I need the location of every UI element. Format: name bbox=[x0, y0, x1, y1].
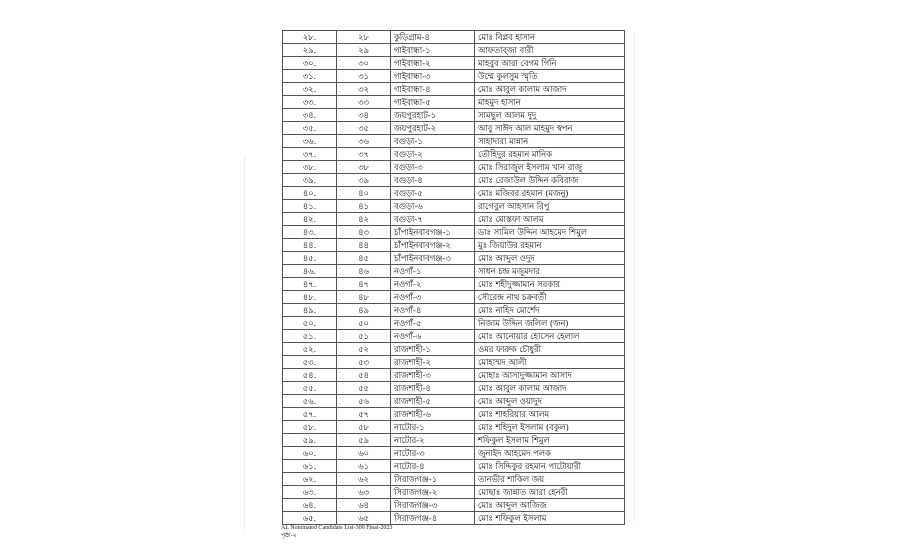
seat-cell: ৪৯ bbox=[337, 304, 391, 317]
name-cell: তৌহিদুর রহমান মানিক bbox=[475, 148, 625, 161]
name-cell: সৌরেন্দ্র নাথ চক্রবর্তী bbox=[475, 291, 625, 304]
serial-cell: ২৮. bbox=[283, 31, 337, 44]
serial-cell: ৪১. bbox=[283, 200, 337, 213]
table-row bbox=[283, 421, 625, 434]
area-cell: বগুড়া-২ bbox=[391, 148, 475, 161]
seat-cell: ৩১ bbox=[337, 70, 391, 83]
serial-cell: ৬৪. bbox=[283, 499, 337, 512]
serial-cell: ৪৫. bbox=[283, 252, 337, 265]
serial-cell: ৩২. bbox=[283, 83, 337, 96]
table-row bbox=[283, 382, 625, 395]
name-cell: মোঃ বিপ্লব হাসান bbox=[475, 31, 625, 44]
area-cell: রাজশাহী-২ bbox=[391, 356, 475, 369]
serial-cell: ৫৯. bbox=[283, 434, 337, 447]
table-row bbox=[283, 187, 625, 200]
area-cell: নওগাঁ-৩ bbox=[391, 291, 475, 304]
serial-cell: ৩৩. bbox=[283, 96, 337, 109]
serial-cell: ৪৭. bbox=[283, 278, 337, 291]
serial-cell: ৩৮. bbox=[283, 161, 337, 174]
area-cell: কুড়িগ্রাম-৪ bbox=[391, 31, 475, 44]
table-row bbox=[283, 96, 625, 109]
area-cell: গাইবান্ধা-৫ bbox=[391, 96, 475, 109]
seat-cell: ৩২ bbox=[337, 83, 391, 96]
area-cell: চাঁপাইনবাবগঞ্জ-৩ bbox=[391, 252, 475, 265]
name-cell: রাগেবুল আহসান রিপু bbox=[475, 200, 625, 213]
seat-cell: ৪৫ bbox=[337, 252, 391, 265]
name-cell: মোঃ আব্দুল আজিজ bbox=[475, 499, 625, 512]
name-cell: মোঃ সিদ্দিকুর রহমান পাটোয়ারী bbox=[475, 460, 625, 473]
area-cell: গাইবান্ধা-২ bbox=[391, 57, 475, 70]
table-row bbox=[283, 278, 625, 291]
name-cell: শফিকুল ইসলাম শিমুল bbox=[475, 434, 625, 447]
table-row bbox=[283, 252, 625, 265]
serial-cell: ৩৫. bbox=[283, 122, 337, 135]
seat-cell: ২৮ bbox=[337, 31, 391, 44]
area-cell: বগুড়া-৩ bbox=[391, 161, 475, 174]
name-cell: উম্মে কুলসুম স্মৃতি bbox=[475, 70, 625, 83]
serial-cell: ৫২. bbox=[283, 343, 337, 356]
candidate-table-body bbox=[283, 31, 625, 525]
serial-cell: ৫১. bbox=[283, 330, 337, 343]
seat-cell: ৪১ bbox=[337, 200, 391, 213]
area-cell: বগুড়া-১ bbox=[391, 135, 475, 148]
area-cell: সিরাজগঞ্জ-৪ bbox=[391, 512, 475, 525]
table-row bbox=[283, 291, 625, 304]
area-cell: নওগাঁ-১ bbox=[391, 265, 475, 278]
table-row bbox=[283, 200, 625, 213]
seat-cell: ৬০ bbox=[337, 447, 391, 460]
name-cell: মোঃ আবুল কালাম আজাদ bbox=[475, 382, 625, 395]
name-cell: মোঃ আবুল কালাম আজাদ bbox=[475, 83, 625, 96]
name-cell: মুঃ জিয়াউর রহমান bbox=[475, 239, 625, 252]
area-cell: নওগাঁ-৫ bbox=[391, 317, 475, 330]
area-cell: গাইবান্ধা-৩ bbox=[391, 70, 475, 83]
serial-cell: ৪৮. bbox=[283, 291, 337, 304]
table-row bbox=[283, 499, 625, 512]
seat-cell: ৩৯ bbox=[337, 174, 391, 187]
seat-cell: ৪৭ bbox=[337, 278, 391, 291]
seat-cell: ৪৩ bbox=[337, 226, 391, 239]
name-cell: নিজাম উদ্দিন জলিল (জন) bbox=[475, 317, 625, 330]
serial-cell: ৫৪. bbox=[283, 369, 337, 382]
area-cell: রাজশাহী-৬ bbox=[391, 408, 475, 421]
seat-cell: ৫৪ bbox=[337, 369, 391, 382]
table-row bbox=[283, 109, 625, 122]
area-cell: নাটোর-৩ bbox=[391, 447, 475, 460]
area-cell: বগুড়া-৪ bbox=[391, 174, 475, 187]
table-row bbox=[283, 265, 625, 278]
serial-cell: ৬৩. bbox=[283, 486, 337, 499]
serial-cell: ৫৫. bbox=[283, 382, 337, 395]
seat-cell: ৬৪ bbox=[337, 499, 391, 512]
table-row bbox=[283, 122, 625, 135]
seat-cell: ৫৩ bbox=[337, 356, 391, 369]
serial-cell: ৪৩. bbox=[283, 226, 337, 239]
serial-cell: ৬২. bbox=[283, 473, 337, 486]
table-row bbox=[283, 356, 625, 369]
area-cell: নওগাঁ-৪ bbox=[391, 304, 475, 317]
seat-cell: ৩৫ bbox=[337, 122, 391, 135]
name-cell: মোহাঃ আসাদুজ্জামান আসাদ bbox=[475, 369, 625, 382]
name-cell: মাহবুব আরা বেগম গিনি bbox=[475, 57, 625, 70]
area-cell: রাজশাহী-৫ bbox=[391, 395, 475, 408]
seat-cell: ৩৬ bbox=[337, 135, 391, 148]
table-row bbox=[283, 369, 625, 382]
name-cell: আফতাব্‌জা বারী bbox=[475, 44, 625, 57]
name-cell: মোহাম্মদ আলী bbox=[475, 356, 625, 369]
name-cell: মোঃ রেজাউল উদ্দিন কবিরাজ bbox=[475, 174, 625, 187]
area-cell: বগুড়া-৭ bbox=[391, 213, 475, 226]
area-cell: রাজশাহী-১ bbox=[391, 343, 475, 356]
page-footer bbox=[281, 524, 392, 540]
name-cell: মাহমুদ হাসান bbox=[475, 96, 625, 109]
area-cell: গাইবান্ধা-৪ bbox=[391, 83, 475, 96]
seat-cell: ৫৮ bbox=[337, 421, 391, 434]
name-cell: মোঃ শফিকুল ইসলাম bbox=[475, 512, 625, 525]
serial-cell: ৪৯. bbox=[283, 304, 337, 317]
area-cell: সিরাজগঞ্জ-৩ bbox=[391, 499, 475, 512]
area-cell: চাঁপাইনবাবগঞ্জ-২ bbox=[391, 239, 475, 252]
name-cell: ওমর ফারুক চৌধুরী bbox=[475, 343, 625, 356]
name-cell: মোঃ আনোয়ার হোসেন হেলাল bbox=[475, 330, 625, 343]
seat-cell: ৩০ bbox=[337, 57, 391, 70]
footer-page-label: পৃষ্ঠা-২ bbox=[281, 533, 297, 539]
serial-cell: ৬৫. bbox=[283, 512, 337, 525]
table-row bbox=[283, 395, 625, 408]
seat-cell: ৬১ bbox=[337, 460, 391, 473]
area-cell: নওগাঁ-৬ bbox=[391, 330, 475, 343]
table-row bbox=[283, 486, 625, 499]
area-cell: রাজশাহী-৪ bbox=[391, 382, 475, 395]
table-row bbox=[283, 161, 625, 174]
page-edge-right bbox=[634, 32, 635, 522]
table-row bbox=[283, 31, 625, 44]
name-cell: সাহাদারা মান্নান bbox=[475, 135, 625, 148]
area-cell: নাটোর-৪ bbox=[391, 460, 475, 473]
area-cell: নাটোর-১ bbox=[391, 421, 475, 434]
table-row bbox=[283, 512, 625, 525]
table-row bbox=[283, 83, 625, 96]
name-cell: মোঃ আব্দুল ওয়াদুদ bbox=[475, 395, 625, 408]
area-cell: জয়পুরহাট-২ bbox=[391, 122, 475, 135]
table-row bbox=[283, 44, 625, 57]
serial-cell: ৪৪. bbox=[283, 239, 337, 252]
seat-cell: ৫০ bbox=[337, 317, 391, 330]
serial-cell: ৪৬. bbox=[283, 265, 337, 278]
seat-cell: ৫১ bbox=[337, 330, 391, 343]
name-cell: মোঃ মোস্তফা আলম bbox=[475, 213, 625, 226]
table-row bbox=[283, 330, 625, 343]
area-cell: সিরাজগঞ্জ-১ bbox=[391, 473, 475, 486]
table-row bbox=[283, 460, 625, 473]
name-cell: মোঃ মজিবর রহমান (মজনু) bbox=[475, 187, 625, 200]
seat-cell: ৫২ bbox=[337, 343, 391, 356]
serial-cell: ৩৭. bbox=[283, 148, 337, 161]
serial-cell: ৬১. bbox=[283, 460, 337, 473]
serial-cell: ৩৬. bbox=[283, 135, 337, 148]
seat-cell: ৩৮ bbox=[337, 161, 391, 174]
serial-cell: ৫৬. bbox=[283, 395, 337, 408]
seat-cell: ৬৩ bbox=[337, 486, 391, 499]
footer-file-label: AL Nominated Candidate List-300 Final-2023 bbox=[281, 525, 393, 531]
table-row bbox=[283, 213, 625, 226]
area-cell: জয়পুরহাট-১ bbox=[391, 109, 475, 122]
serial-cell: ৫০. bbox=[283, 317, 337, 330]
table-row bbox=[283, 174, 625, 187]
table-row bbox=[283, 317, 625, 330]
seat-cell: ৫৯ bbox=[337, 434, 391, 447]
serial-cell: ৬০. bbox=[283, 447, 337, 460]
table-row bbox=[283, 70, 625, 83]
seat-cell: ৪০ bbox=[337, 187, 391, 200]
serial-cell: ৩৪. bbox=[283, 109, 337, 122]
area-cell: নাটোর-২ bbox=[391, 434, 475, 447]
table-row bbox=[283, 447, 625, 460]
seat-cell: ৬৫ bbox=[337, 512, 391, 525]
area-cell: নওগাঁ-২ bbox=[391, 278, 475, 291]
name-cell: মোঃ সিরাজুল ইসলাম খান রাজু bbox=[475, 161, 625, 174]
table-row bbox=[283, 57, 625, 70]
table-row bbox=[283, 148, 625, 161]
name-cell: ডাঃ সামিল উদ্দিন আহমেদ শিমুল bbox=[475, 226, 625, 239]
name-cell: সামছুল আলম দুদু bbox=[475, 109, 625, 122]
area-cell: বগুড়া-৫ bbox=[391, 187, 475, 200]
area-cell: বগুড়া-৬ bbox=[391, 200, 475, 213]
candidate-table bbox=[282, 30, 625, 525]
name-cell: মোঃ নাহিদ মোর্শেদ bbox=[475, 304, 625, 317]
name-cell: মোঃ শহিদুল ইসলাম (বকুল) bbox=[475, 421, 625, 434]
serial-cell: ৩০. bbox=[283, 57, 337, 70]
seat-cell: ৫৫ bbox=[337, 382, 391, 395]
table-row bbox=[283, 304, 625, 317]
table-row bbox=[283, 135, 625, 148]
seat-cell: ৪৪ bbox=[337, 239, 391, 252]
table-row bbox=[283, 226, 625, 239]
area-cell: চাঁপাইনবাবগঞ্জ-১ bbox=[391, 226, 475, 239]
table-row bbox=[283, 343, 625, 356]
serial-cell: ৪২. bbox=[283, 213, 337, 226]
serial-cell: ২৯. bbox=[283, 44, 337, 57]
seat-cell: ৪৬ bbox=[337, 265, 391, 278]
area-cell: রাজশাহী-৩ bbox=[391, 369, 475, 382]
seat-cell: ৪২ bbox=[337, 213, 391, 226]
seat-cell: ৫৭ bbox=[337, 408, 391, 421]
seat-cell: ৩৭ bbox=[337, 148, 391, 161]
name-cell: মোঃ আব্দুল ওদুদ bbox=[475, 252, 625, 265]
name-cell: জুনাইদ আহমেদ পলক bbox=[475, 447, 625, 460]
name-cell: তানভীর শাকিল জয় bbox=[475, 473, 625, 486]
name-cell: মোঃ শাহরিয়ার আলম bbox=[475, 408, 625, 421]
area-cell: সিরাজগঞ্জ-২ bbox=[391, 486, 475, 499]
serial-cell: ৫৩. bbox=[283, 356, 337, 369]
table-row bbox=[283, 408, 625, 421]
seat-cell: ৪৮ bbox=[337, 291, 391, 304]
page-edge-left bbox=[244, 155, 245, 530]
serial-cell: ৪০. bbox=[283, 187, 337, 200]
serial-cell: ৩১. bbox=[283, 70, 337, 83]
area-cell: গাইবান্ধা-১ bbox=[391, 44, 475, 57]
serial-cell: ৫৭. bbox=[283, 408, 337, 421]
name-cell: মোছাঃ জান্নাত আরা হেনরী bbox=[475, 486, 625, 499]
name-cell: আবু সাঈদ আল মাহমুদ স্বপন bbox=[475, 122, 625, 135]
serial-cell: ৩৯. bbox=[283, 174, 337, 187]
table-row bbox=[283, 473, 625, 486]
table-row bbox=[283, 434, 625, 447]
seat-cell: ৩৪ bbox=[337, 109, 391, 122]
serial-cell: ৫৮. bbox=[283, 421, 337, 434]
name-cell: মোঃ শহীদুজ্জামান সরকার bbox=[475, 278, 625, 291]
name-cell: সাধন চন্দ্র মজুমদার bbox=[475, 265, 625, 278]
seat-cell: ৩৩ bbox=[337, 96, 391, 109]
seat-cell: ২৯ bbox=[337, 44, 391, 57]
seat-cell: ৬২ bbox=[337, 473, 391, 486]
seat-cell: ৫৬ bbox=[337, 395, 391, 408]
table-row bbox=[283, 239, 625, 252]
